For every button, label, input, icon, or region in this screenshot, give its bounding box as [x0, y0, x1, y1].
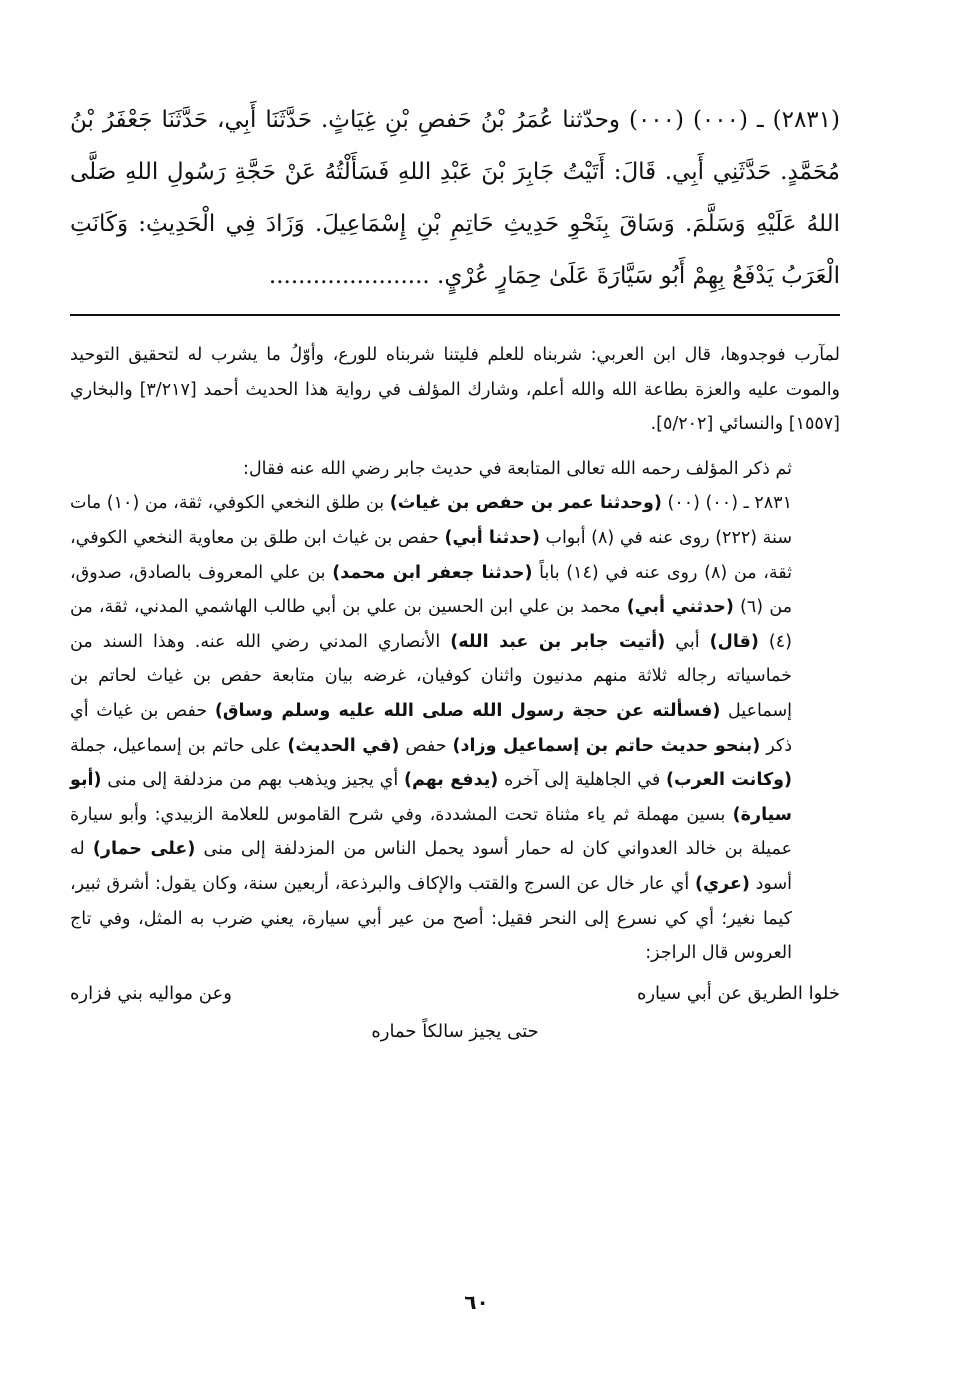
commentary-quoted-segment: (حدثني أبي) [626, 597, 734, 618]
commentary-quoted-segment: (وكانت العرب) [666, 770, 792, 791]
hadith-text: (٢٨٣١) ـ (٠٠٠) (٠٠٠) وحدّثنا عُمَرُ بْنُ حَفصِ بْنِ غِيَاثٍ. حَدَّثَنَا أَبِي، حَدَّثَنَا جَعْفَرُ بْنُ مُحَمَّدٍ. حَدَّثَنِي أَبِي. قَالَ: أَتَيْتُ جَابِرَ بْنَ عَبْدِ اللهِ فَسَأَلْتُهُ عَنْ حَجَّةِ رَسُولِ اللهِ صَلَّى اللهُ عَلَيْهِ وَسَلَّمَ. وَسَاقَ بِنَحْوِ حَدِيثِ حَاتِمِ بْنِ إِسْمَاعِيلَ. وَزَادَ فِي الْحَدِيثِ: وَكَانَتِ الْعَرَبُ يَدْفَعُ بِهِمْ أَبُو سَيَّارَةَ عَلَىٰ حِمَارٍ عُرْيٍ. ...................... [70, 107, 840, 289]
commentary-quoted-segment: (بنحو حديث حاتم بن إسماعيل وزاد) [452, 735, 761, 756]
commentary-quoted-segment: (فسألته عن حجة رسول الله صلى الله عليه وسلم وساق) [214, 700, 721, 721]
footnote-separator [70, 314, 840, 316]
commentary-paragraph-2: ثم ذكر المؤلف رحمه الله تعالى المتابعة في حديث جابر رضي الله عنه فقال: [243, 458, 792, 479]
poem-verse-1 [70, 975, 840, 1013]
commentary-quoted-segment: (أتيت جابر بن عبد الله) [450, 631, 666, 652]
poem-hemistich-left: وعن مواليه بني فزاره [70, 982, 232, 1004]
commentary-text-segment: أي عار خال عن السرج والقتب والإكاف والبرذعة، أربعين سنة، وكان يقول: أشرق ثبير، كيما نغير؛ أي كي نسرع إلى النحر فقيل: أصح من عير أبي سيارة، يعني ضرب به المثل، وفي تاج العروس قال الراجز: [70, 873, 792, 964]
commentary-text-segment: بسين مهملة ثم ياء مثناة تحت المشددة، وفي شرح القاموس للعلامة الزبيدي: وأبو سيارة عميلة بن خالد العدواني كان له حمار أسود يحمل الناس من المزدلفة إلى منى [70, 804, 793, 860]
commentary-quoted-segment: (وحدثنا عمر بن حفص بن غياث) [389, 493, 662, 514]
commentary-text-segment: في الجاهلية إلى آخره [498, 770, 667, 791]
commentary-quoted-segment: (حدثنا جعفر ابن محمد) [332, 562, 533, 583]
commentary-quoted-segment: (يدفع بهم) [404, 770, 499, 791]
commentary-text-segment: ٢٨٣١ ـ (٠٠) (٠٠) [661, 493, 792, 514]
page-number: ٦٠ [464, 1290, 489, 1314]
commentary-text-segment: أبي [665, 631, 710, 652]
commentary-text-segment: محمد بن علي ابن الحسين بن علي بن أبي طالب الهاشمي المدني، ثقة، من (٤) [70, 597, 792, 652]
commentary-quoted-segment: (عري) [694, 873, 750, 894]
commentary-text-segment: له أسود [70, 839, 792, 894]
commentary-quoted-segment: (أبو سيارة) [70, 770, 792, 825]
commentary-quoted-segment: (على حمار) [92, 839, 196, 860]
commentary-text-segment: على حاتم بن إسماعيل، جملة [70, 735, 288, 756]
commentary-text-segment: حفص [399, 735, 453, 756]
poem-verse-2: حتى يجيز سالكاً حماره [371, 1020, 539, 1042]
commentary-section [70, 338, 840, 1051]
commentary-quoted-segment: (قال) [709, 631, 759, 652]
commentary-text-segment: بن طلق النخعي الكوفي، ثقة، من (١٠) مات سنة (٢٢٢) روى عنه في (٨) أبواب [70, 493, 792, 548]
commentary-quoted-segment: (حدثنا أبي) [444, 527, 540, 548]
commentary-quoted-segment: (في الحديث) [287, 735, 400, 756]
commentary-text-segment: الأنصاري المدني رضي الله عنه. وهذا السند من خماسياته رجاله ثلاثة منهم مدنيون واثنان كوفيان، غرضه بيان متابعة حفص بن غياث لحاتم بن إسماعيل [70, 631, 793, 721]
commentary-text-segment: حفص بن غياث أي ذكر [70, 700, 792, 756]
commentary-text-segment: بن علي المعروف بالصادق، صدوق، من (٦) [70, 562, 793, 618]
commentary-paragraph-1: لمآرب فوجدوها، قال ابن العربي: شربناه للعلم فليتنا شربناه للورع، وأوّلُ ما يشرب له لتحقيق التوحيد والموت عليه والعزة بطاعة الله والله أعلم، وشارك المؤلف في رواية هذا الحديث أحمد [٣/٢١٧] والبخاري [١٥٥٧] والنسائي [٥/٢٠٢]. [70, 345, 841, 435]
commentary-text-segment: أي يجيز ويذهب بهم من مزدلفة إلى منى [101, 770, 405, 791]
poem-hemistich-right: خلوا الطريق عن أبي سياره [636, 982, 840, 1004]
commentary-paragraph-3 [70, 486, 840, 970]
document-page [70, 90, 840, 1350]
commentary-text-segment: حفص بن غياث ابن طلق بن معاوية النخعي الكوفي، ثقة، من (٨) روى عنه في (١٤) باباً [70, 527, 793, 583]
